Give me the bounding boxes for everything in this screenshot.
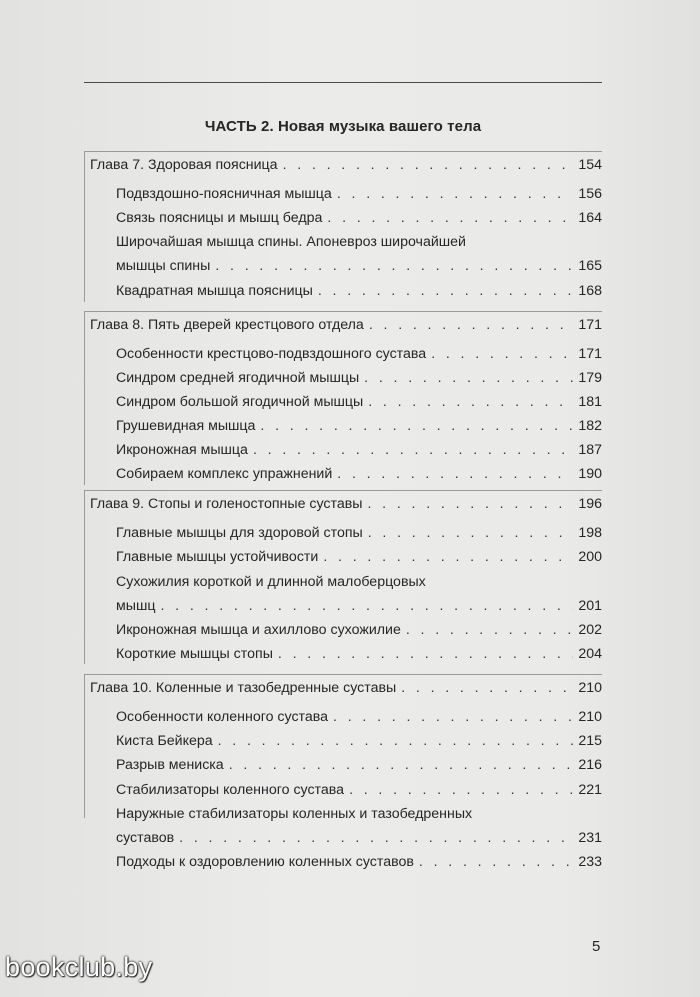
- toc-entry: Икроножная мышца . . . 187: [116, 440, 602, 460]
- chapter-title: Глава 7. Здоровая поясница: [90, 157, 278, 173]
- page-number: 154: [578, 157, 602, 173]
- chapter-divider: [85, 151, 602, 152]
- chapter-divider: [85, 311, 602, 312]
- page-folio: 5: [592, 938, 601, 955]
- toc-entry: Особенности крестцово-подвздошного сустава . . . 171: [116, 344, 602, 364]
- toc-entry-line1: Наружные стабилизаторы коленных и тазобедренных: [116, 806, 473, 822]
- chapter-bracket: [84, 674, 85, 818]
- toc-entry-line1: Широчайшая мышца спины. Апоневроз широчайшей: [116, 234, 466, 250]
- toc-entry: Подходы к оздоровлению коленных суставов . . . 233: [116, 852, 602, 872]
- chapter-10-row: Глава 10. Коленные и тазобедренные суставы . . . 210: [90, 678, 602, 698]
- chapter-title: Глава 8. Пять дверей крестцового отдела: [90, 317, 364, 333]
- toc-entry: мышц . . . 201: [116, 596, 602, 616]
- watermark: bookclub.by: [5, 952, 153, 982]
- toc-entry: Стабилизаторы коленного сустава . . . 221: [116, 780, 602, 800]
- toc-entry: суставов . . . 231: [116, 828, 602, 848]
- chapter-8-row: Глава 8. Пять дверей крестцового отдела . . . 171: [90, 315, 602, 335]
- chapter-title: Глава 9. Стопы и голеностопные суставы: [90, 496, 363, 512]
- toc-entry: Короткие мышцы стопы . . . 204: [116, 644, 602, 664]
- chapter-bracket: [84, 490, 85, 664]
- toc-entry: Квадратная мышца поясницы . . . 168: [116, 281, 602, 301]
- toc-entry: Собираем комплекс упражнений . . . 190: [116, 464, 602, 484]
- toc-entry: Особенности коленного сустава . . . 210: [116, 707, 602, 727]
- chapter-bracket: [84, 151, 85, 302]
- part-title: ЧАСТЬ 2. Новая музыка вашего тела: [204, 118, 482, 135]
- toc-entry: Главные мышцы устойчивости . . . 200: [116, 547, 602, 567]
- toc-entry: Киста Бейкера . . . 215: [116, 731, 602, 751]
- toc-entry: мышцы спины . . . 165: [116, 256, 602, 276]
- leader-dots: [283, 155, 574, 175]
- chapter-divider: [85, 490, 602, 491]
- toc-entry: Грушевидная мышца . . . 182: [116, 416, 602, 436]
- toc-entry: Икроножная мышца и ахиллово сухожилие . . . 202: [116, 620, 602, 640]
- toc-entry-line1: Сухожилия короткой и длинной малоберцовых: [116, 574, 426, 590]
- toc-entry: Синдром большой ягодичной мышцы . . . 181: [116, 392, 602, 412]
- chapter-9-row: Глава 9. Стопы и голеностопные суставы . . . 196: [90, 494, 602, 514]
- chapter-title: Глава 10. Коленные и тазобедренные суставы: [90, 680, 397, 696]
- toc-entry: Подвздошно-поясничная мышца . . . 156: [116, 184, 602, 204]
- toc-entry: Разрыв мениска . . . 216: [116, 755, 602, 775]
- chapter-bracket: [84, 311, 85, 485]
- toc-entry: Связь поясницы и мышц бедра . . . 164: [116, 208, 602, 228]
- chapter-7-row: [90, 155, 602, 175]
- toc-entry: Главные мышцы для здоровой стопы . . . 198: [116, 523, 602, 543]
- toc-entry: Синдром средней ягодичной мышцы . . . 179: [116, 368, 602, 388]
- chapter-divider: [85, 674, 602, 675]
